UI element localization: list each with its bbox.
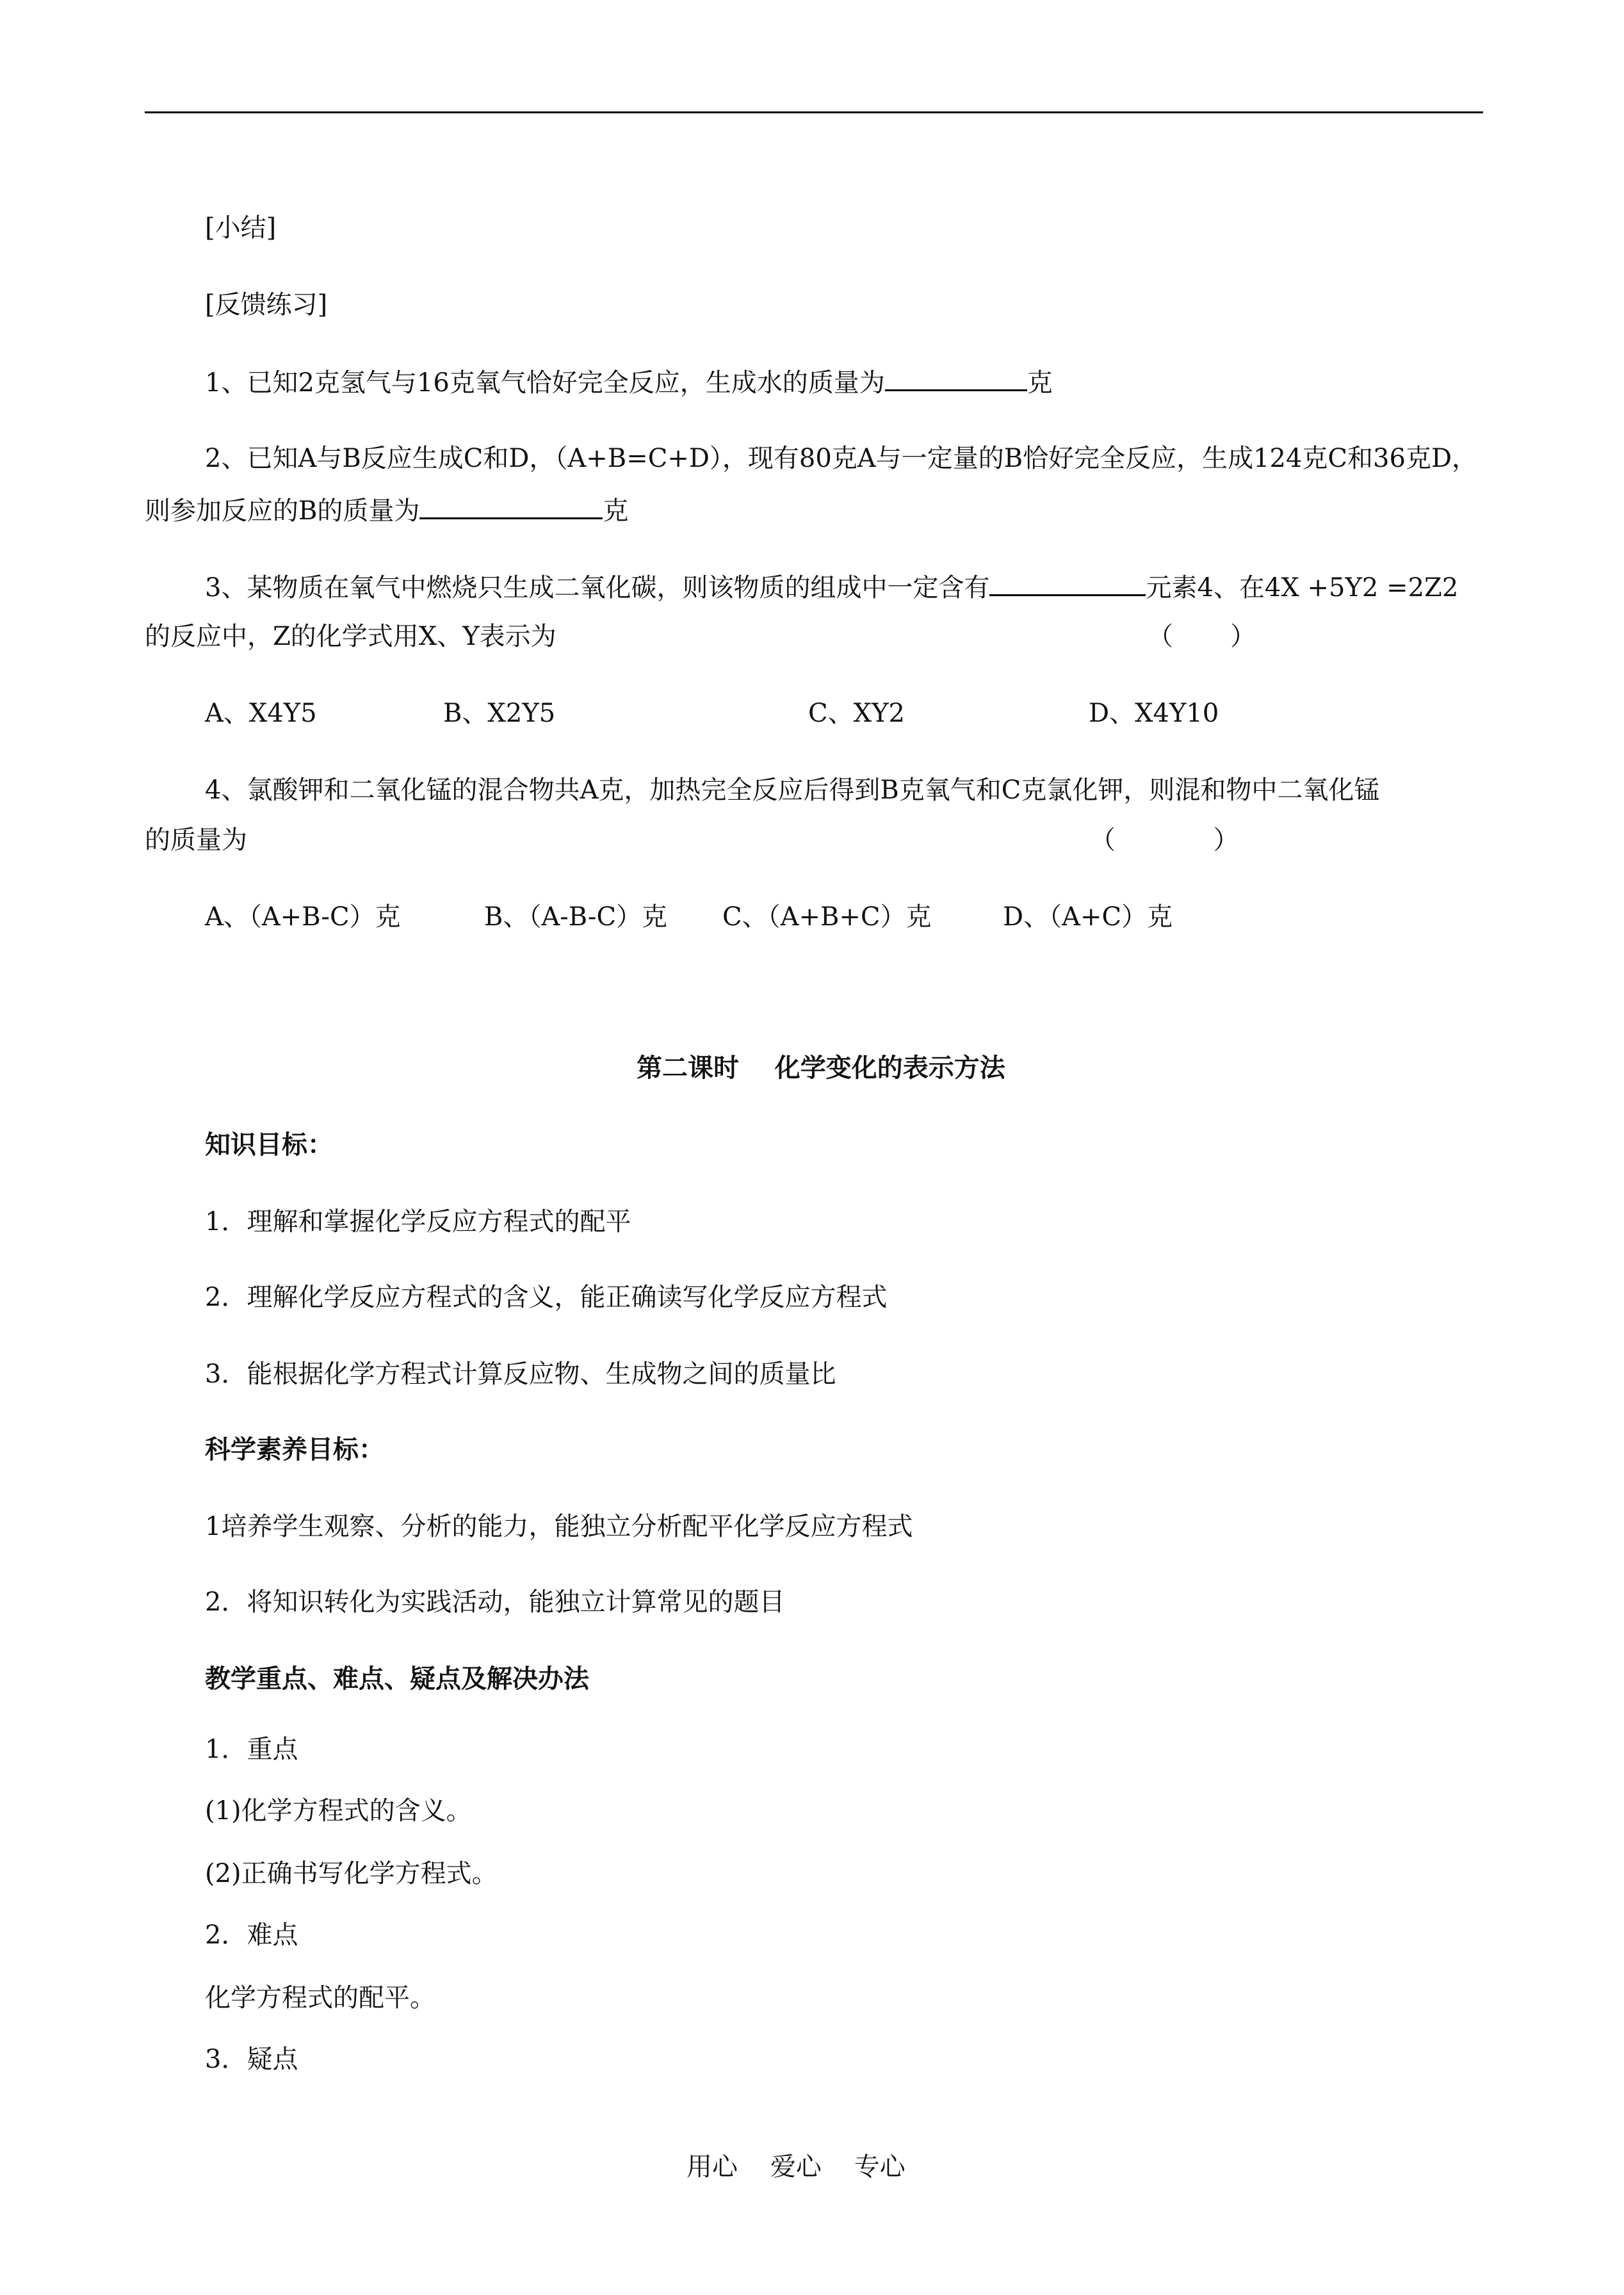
literacy-item-2: 2．将知识转化为实践活动，能独立计算常见的题目 — [205, 1587, 785, 1617]
question-2-text: 则参加反应的B的质量为 — [145, 496, 420, 526]
key-item-4: 2．难点 — [205, 1920, 298, 1950]
question-4-option-b[interactable]: B、（A-B-C）克 — [484, 902, 668, 932]
question-3-line-1 — [205, 571, 1458, 603]
question-1 — [205, 366, 1053, 398]
header-rule — [145, 111, 1483, 113]
knowledge-item-1: 1．理解和掌握化学反应方程式的配平 — [205, 1207, 631, 1237]
lesson-title: 第二课时 化学变化的表示方法 — [637, 1053, 1005, 1083]
feedback-heading: [反馈练习] — [205, 290, 328, 320]
answer-blank-1[interactable] — [885, 366, 1027, 391]
question-4-option-c[interactable]: C、（A+B+C）克 — [722, 902, 932, 932]
question-3-option-a[interactable]: A、X4Y5 — [205, 699, 317, 728]
question-3-option-c[interactable]: C、XY2 — [808, 699, 905, 728]
key-item-2: (1)化学方程式的含义。 — [205, 1796, 472, 1826]
key-item-6: 3．疑点 — [205, 2045, 298, 2074]
question-3-line-2: 的反应中，Z的化学式用X、Y表示为 — [145, 622, 556, 651]
question-2-unit: 克 — [603, 496, 629, 526]
key-item-3: (2)正确书写化学方程式。 — [205, 1859, 498, 1888]
question-1-unit: 克 — [1027, 368, 1053, 398]
knowledge-item-2: 2．理解化学反应方程式的含义，能正确读写化学反应方程式 — [205, 1283, 888, 1312]
question-3-text: 3、某物质在氧气中燃烧只生成二氧化碳，则该物质的组成中一定含有 — [205, 573, 990, 603]
question-2-line-2 — [145, 494, 628, 526]
knowledge-item-3: 3．能根据化学方程式计算反应物、生成物之间的质量比 — [205, 1359, 836, 1389]
page-footer: 用心 爱心 专心 — [686, 2152, 905, 2182]
question-3-tail: 元素4、在4X +5Y2 =2Z2 — [1146, 573, 1459, 603]
answer-blank-2[interactable] — [419, 494, 603, 519]
question-3-option-d[interactable]: D、X4Y10 — [1089, 699, 1219, 728]
question-4-answer-paren[interactable]: （ ） — [1090, 825, 1239, 855]
question-4-line-1: 4、氯酸钾和二氧化锰的混合物共A克，加热完全反应后得到B克氧气和C克氯化钾，则混和物中二氧化锰 — [205, 775, 1380, 805]
question-4-line-2: 的质量为 — [145, 825, 247, 855]
question-3-answer-paren[interactable]: （ ） — [1148, 622, 1256, 651]
question-2-line-1: 2、已知A与B反应生成C和D，（A+B=C+D），现有80克A与一定量的B恰好完全反应，生成124克C和36克D， — [205, 444, 1478, 473]
question-4-option-a[interactable]: A、（A+B-C）克 — [205, 902, 401, 932]
key-item-5: 化学方程式的配平。 — [205, 1983, 435, 2013]
summary-heading: [小结] — [205, 213, 277, 243]
question-4-option-d[interactable]: D、（A+C）克 — [1003, 902, 1173, 932]
question-1-text: 1、已知2克氢气与16克氧气恰好完全反应，生成水的质量为 — [205, 368, 885, 398]
answer-blank-3[interactable] — [989, 571, 1146, 596]
question-3-option-b[interactable]: B、X2Y5 — [443, 699, 556, 728]
key-points-heading: 教学重点、难点、疑点及解决办法 — [205, 1664, 589, 1694]
key-item-1: 1．重点 — [205, 1735, 298, 1764]
literacy-heading: 科学素养目标： — [205, 1434, 384, 1464]
knowledge-heading: 知识目标： — [205, 1130, 333, 1160]
literacy-item-1: 1培养学生观察、分析的能力，能独立分析配平化学反应方程式 — [205, 1512, 913, 1541]
